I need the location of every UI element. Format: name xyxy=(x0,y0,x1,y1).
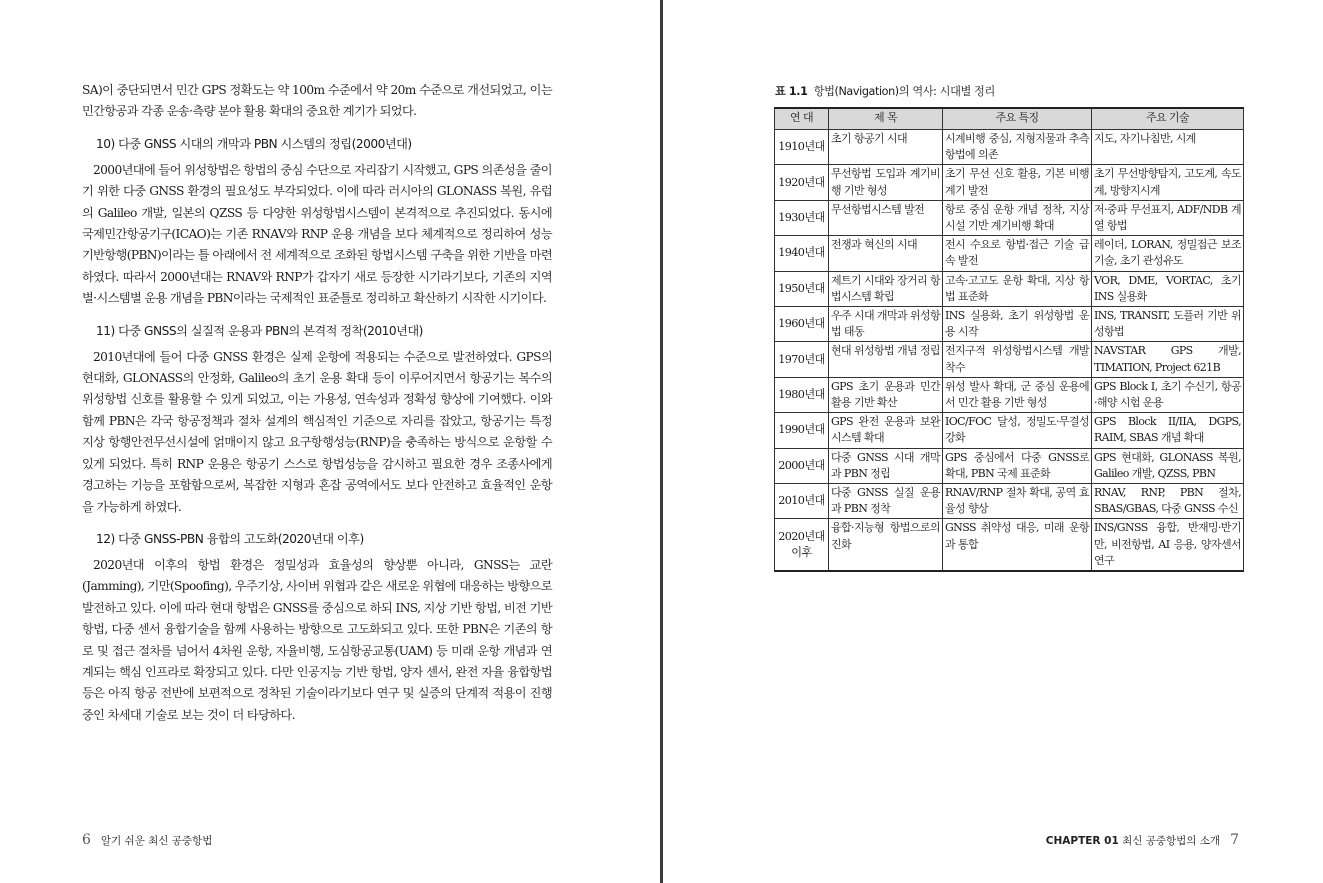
paragraph: SA)이 중단되면서 민간 GPS 정확도는 약 100m 수준에서 약 20m 수준으로 개선되었고, 이는 민간항공과 각종 운송·측량 분야 활용 확대의 중요한 계기가 되었다. xyxy=(82,83,552,119)
table-cell: 전쟁과 혁신의 시대 xyxy=(829,236,943,271)
table-row xyxy=(775,236,1244,271)
year-cell: 1920년대 xyxy=(775,165,829,200)
table-cell: 제트기 시대와 장거리 항법시스템 확립 xyxy=(829,271,943,306)
table-cell: GPS Block I, 초기 수신기, 항공·해양 시험 운용 xyxy=(1092,377,1244,412)
year-cell: 1990년대 xyxy=(775,413,829,448)
table-cell: 무선항법 도입과 계기비행 기반 형성 xyxy=(829,165,943,200)
table-cell: GPS Block II/IIA, DGPS, RAIM, SBAS 개념 확대 xyxy=(1092,413,1244,448)
table-cell: INS/GNSS 융합, 반재밍·반기만, 비전항법, AI 응용, 양자센서 연구 xyxy=(1092,519,1244,571)
year-cell: 1940년대 xyxy=(775,236,829,271)
table-cell: GPS 초기 운용과 민간 활용 기반 확산 xyxy=(829,377,943,412)
table-cell: 초기 무선방향탐지, 고도계, 속도계, 방향지시계 xyxy=(1092,165,1244,200)
table-cell: 우주 시대 개막과 위성항법 태동 xyxy=(829,307,943,342)
left-footer xyxy=(82,832,212,848)
table-cell: 초기 무선 신호 활용, 기본 비행계기 발전 xyxy=(943,165,1092,200)
left-body-text xyxy=(82,80,552,726)
table-cell: 전지구적 위성항법시스템 개발 착수 xyxy=(943,342,1092,377)
table-cell: 시계비행 중심, 지형지물과 추측항법에 의존 xyxy=(943,130,1092,165)
page-number: 7 xyxy=(1230,832,1239,848)
book-title: 알기 쉬운 최신 공중항법 xyxy=(100,835,213,847)
left-page xyxy=(0,0,660,883)
table-cell: 현대 위성항법 개념 정립 xyxy=(829,342,943,377)
year-cell: 1930년대 xyxy=(775,200,829,235)
year-cell: 2000년대 xyxy=(775,448,829,483)
column-header: 제 목 xyxy=(829,108,943,130)
table-cell: GPS 현대화, GLONASS 복원, Galileo 개발, QZSS, PBN xyxy=(1092,448,1244,483)
table-cell: RNAV, RNP, PBN 절차, SBAS/GBAS, 다중 GNSS 수신 xyxy=(1092,484,1244,519)
column-header: 주요 기술 xyxy=(1092,108,1244,130)
table-row xyxy=(775,342,1244,377)
table-cell: 융합·지능형 항법으로의 진화 xyxy=(829,519,943,571)
right-footer xyxy=(1046,832,1239,848)
table-cell: 고속·고고도 운항 확대, 지상 항법 표준화 xyxy=(943,271,1092,306)
chapter-label: CHAPTER 01 xyxy=(1045,835,1119,847)
year-cell: 1980년대 xyxy=(775,377,829,412)
table-row xyxy=(775,377,1244,412)
table-cell: 저·중파 무선표지, ADF/NDB 계열 항법 xyxy=(1092,200,1244,235)
table-cell: GPS 완전 운용과 보완 시스템 확대 xyxy=(829,413,943,448)
year-cell: 1960년대 xyxy=(775,307,829,342)
table-cell: 전시 수요로 항법·접근 기술 급속 발전 xyxy=(943,236,1092,271)
paragraph: 2020년대 이후의 항법 환경은 정밀성과 효율성의 향상뿐 아니라, GNSS는 교란(Jamming), 기만(Spoofing), 우주기상, 사이버 위협과 같은 새로운 위협에 대응하는 방향으로 발전하고 있다. 이에 따라 현대 항법은 GNSS를 중심으로 하되 INS, 지상 기반 항법, 비전 기반 항법, 다중 센서 융합기술을 함께 사용하는 방향으로 고도화되고 있다. 또한 PBN은 기존의 항로 및 접근 절차를 넘어서 4차원 운항, 자율비행, 도심항공교통(UAM) 등 미래 운항 개념과 연계되는 핵심 인프라로 확장되고 있다. 다만 인공지능 기반 항법, 양자 센서, 완전 자율 융합항법 등은 아직 항공 전반에 보편적으로 정착된 기술이라기보다 연구 및 실증의 단계적 적용이 진행 중인 차세대 기술로 보는 것이 더 타당하다. xyxy=(82,557,552,722)
table-caption-label: 표 1.1 xyxy=(775,85,808,98)
table-cell: INS, TRANSIT, 도플러 기반 위성항법 xyxy=(1092,307,1244,342)
table-cell: RNAV/RNP 절차 확대, 공역 효율성 향상 xyxy=(943,484,1092,519)
table-cell: VOR, DME, VORTAC, 초기 INS 실용화 xyxy=(1092,271,1244,306)
table-row xyxy=(775,200,1244,235)
table-caption-text: 항법(Navigation)의 역사: 시대별 정리 xyxy=(813,85,995,98)
table-cell: NAVSTAR GPS 개발, TIMATION, Project 621B xyxy=(1092,342,1244,377)
table-cell: 초기 항공기 시대 xyxy=(829,130,943,165)
table-cell: INS 실용화, 초기 위성항법 운용 시작 xyxy=(943,307,1092,342)
table-cell: 다중 GNSS 시대 개막과 PBN 정립 xyxy=(829,448,943,483)
page-number: 6 xyxy=(82,832,91,848)
table-row xyxy=(775,271,1244,306)
year-cell: 2020년대 이후 xyxy=(775,519,829,571)
column-header: 연 대 xyxy=(775,108,829,130)
table-cell: 다중 GNSS 실질 운용과 PBN 정착 xyxy=(829,484,943,519)
table-row xyxy=(775,519,1244,571)
year-cell: 1970년대 xyxy=(775,342,829,377)
table-cell: 항로 중심 운항 개념 정착, 지상시설 기반 계기비행 확대 xyxy=(943,200,1092,235)
table-row xyxy=(775,448,1244,483)
column-header: 주요 특징 xyxy=(943,108,1092,130)
table-row xyxy=(775,307,1244,342)
table-cell: GNSS 취약성 대응, 미래 운항과 통합 xyxy=(943,519,1092,571)
table-cell: 위성 발사 확대, 군 중심 운용에서 민간 활용 기반 형성 xyxy=(943,377,1092,412)
section-heading: 10) 다중 GNSS 시대의 개막과 PBN 시스템의 정립(2000년대) xyxy=(96,136,412,151)
table-cell: 무선항법시스템 발전 xyxy=(829,200,943,235)
navigation-history-table xyxy=(774,107,1244,572)
chapter-title: 최신 공중항법의 소개 xyxy=(1122,835,1221,847)
table-caption xyxy=(775,83,995,99)
table-row xyxy=(775,484,1244,519)
table-cell: GPS 중심에서 다중 GNSS로 확대, PBN 국제 표준화 xyxy=(943,448,1092,483)
year-cell: 1950년대 xyxy=(775,271,829,306)
table-header-row xyxy=(775,108,1244,130)
table-row xyxy=(775,130,1244,165)
table-row xyxy=(775,413,1244,448)
right-page xyxy=(663,0,1323,883)
year-cell: 1910년대 xyxy=(775,130,829,165)
table-cell: 지도, 자기나침반, 시계 xyxy=(1092,130,1244,165)
section-heading: 11) 다중 GNSS의 실질적 운용과 PBN의 본격적 정착(2010년대) xyxy=(96,323,423,338)
paragraph: 2010년대에 들어 다중 GNSS 환경은 실제 운항에 적용되는 수준으로 발전하였다. GPS의 현대화, GLONASS의 안정화, Galileo의 초기 운용 확대 등이 이루어지면서 항공기는 복수의 위성항법 신호를 활용할 수 있게 되었고, 이는 가용성, 연속성과 정확성 향상에 기여했다. 이와 함께 PBN은 각국 항공정책과 절차 설계의 핵심적인 기준으로 자리를 잡았고, 항공기는 특정 지상 항행안전무선시설에 얽매이지 않고 요구항행성능(RNP)을 충족하는 방식으로 운항할 수 있게 되었다. 특히 RNP 운용은 항공기 스스로 항법성능을 감시하고 필요한 경우 조종사에게 경고하는 기능을 포함함으로써, 복잡한 지형과 혼잡 공역에서도 보다 안전하고 효율적인 운항을 가능하게 하였다. xyxy=(82,349,552,514)
table-row xyxy=(775,165,1244,200)
section-heading: 12) 다중 GNSS-PBN 융합의 고도화(2020년대 이후) xyxy=(96,531,364,546)
table-cell: 레이더, LORAN, 정밀접근 보조기술, 초기 관성유도 xyxy=(1092,236,1244,271)
paragraph: 2000년대에 들어 위성항법은 항법의 중심 수단으로 자리잡기 시작했고, GPS 의존성을 줄이기 위한 다중 GNSS 환경의 필요성도 부각되었다. 이에 따라 러시아의 GLONASS 복원, 유럽의 Galileo 개발, 일본의 QZSS 등 다양한 위성항법시스템이 본격적으로 추진되었다. 동시에 국제민간항공기구(ICAO)는 기존 RNAV와 RNP 운용 개념을 보다 체계적으로 정리하여 성능기반항행(PBN)이라는 틀 아래에서 전 세계적으로 조화된 항법시스템 구축을 위한 기반을 마련하였다. 따라서 2000년대는 RNAV와 RNP가 갑자기 새로 등장한 시기라기보다, 기존의 지역별·시스템별 운용 개념을 PBN이라는 국제적인 표준틀로 정리하고 확산하기 시작한 시기이다. xyxy=(82,162,552,306)
table-cell: IOC/FOC 달성, 정밀도·무결성 강화 xyxy=(943,413,1092,448)
table-body xyxy=(775,130,1244,572)
year-cell: 2010년대 xyxy=(775,484,829,519)
